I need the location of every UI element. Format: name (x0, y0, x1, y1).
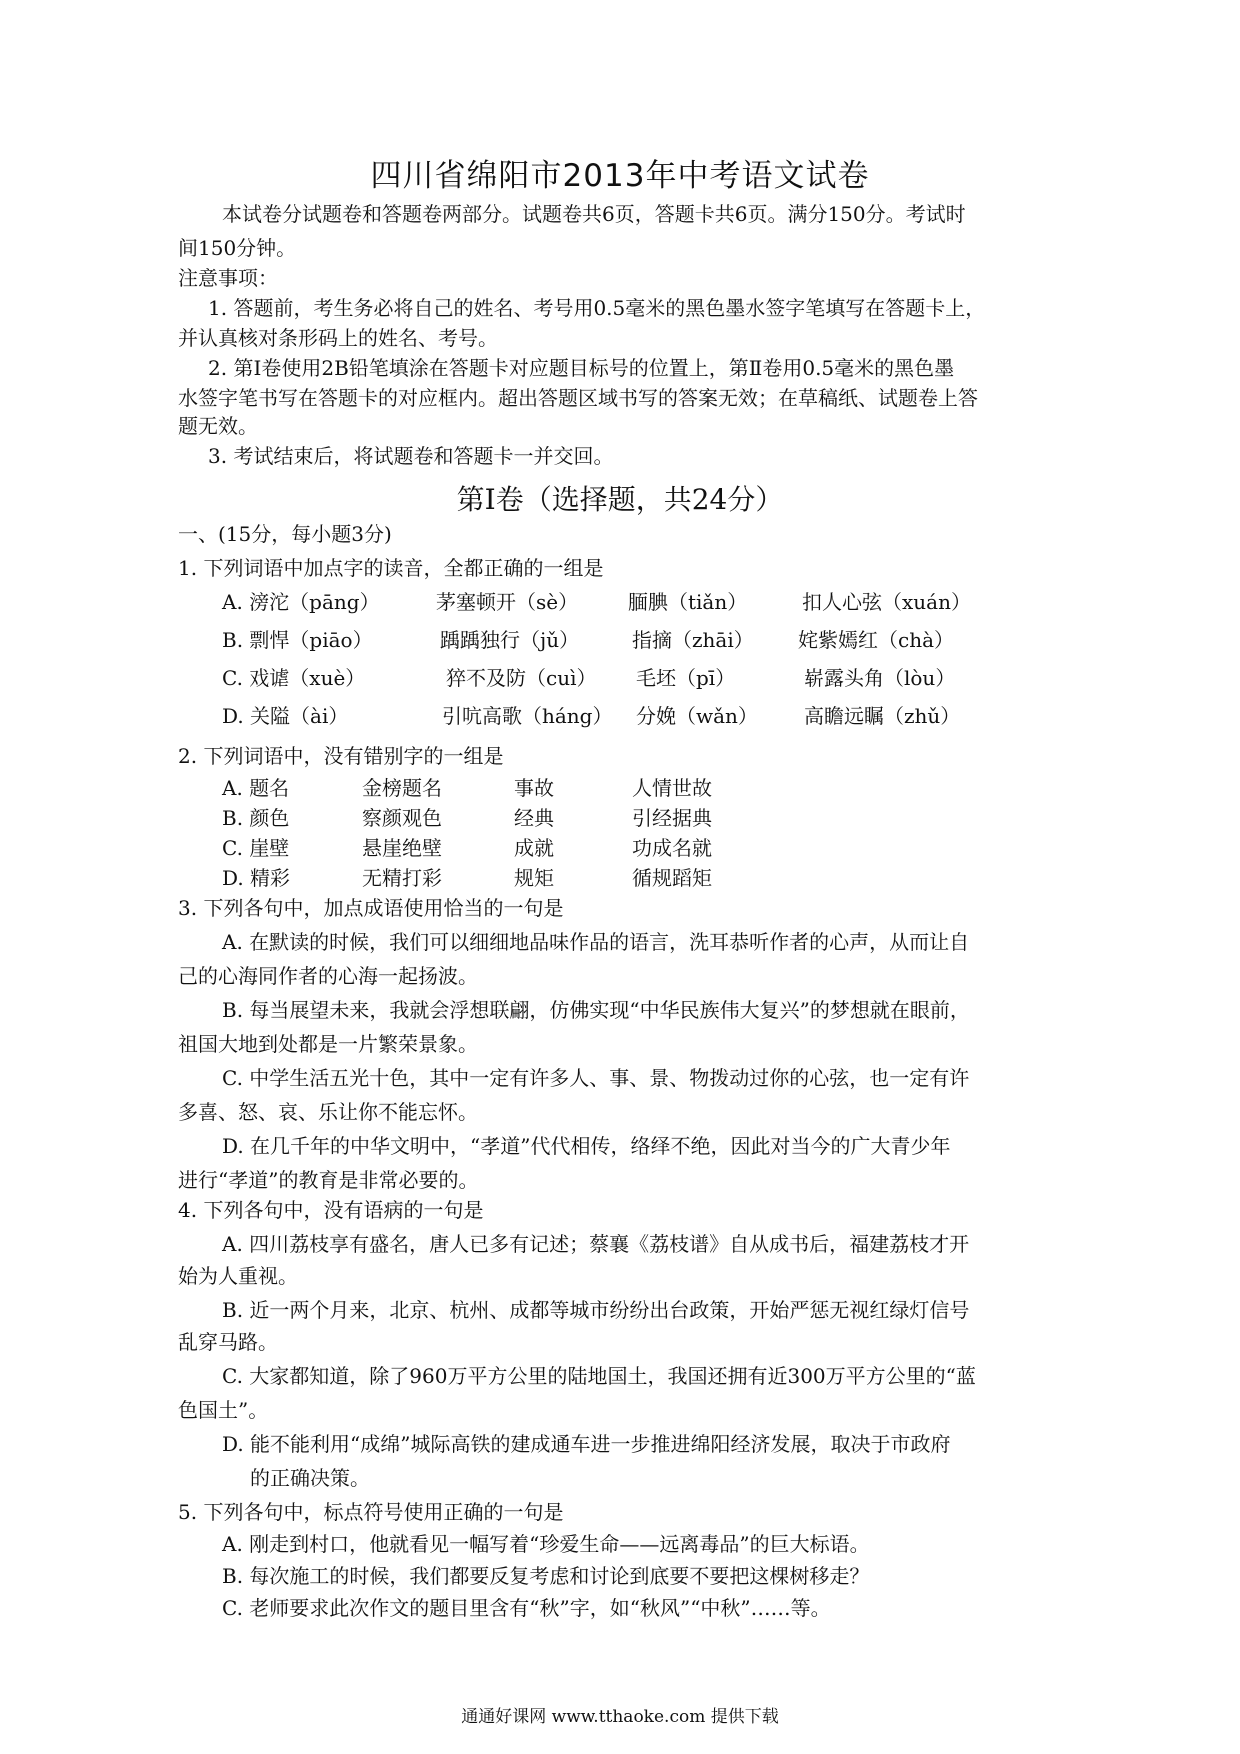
q1-option: 分娩（wǎn） (636, 704, 758, 728)
intro-line: 间150分钟。 (178, 236, 297, 260)
notice-line: 2. 第Ⅰ卷使用2B铅笔填涂在答题卡对应题目标号的位置上，第Ⅱ卷用0.5毫米的黑色墨 (208, 356, 955, 380)
q2-option: 事故 (514, 776, 554, 800)
volume-title: 第Ⅰ卷（选择题，共24分） (456, 483, 784, 516)
q2-option: B. 颜色 (222, 806, 290, 830)
question-stem: 4. 下列各句中，没有语病的一句是 (178, 1198, 484, 1222)
q2-option: D. 精彩 (222, 866, 291, 890)
question-stem: 2. 下列词语中，没有错别字的一组是 (178, 744, 504, 768)
q2-option: 循规蹈矩 (632, 866, 712, 890)
q4-line: 色国土”。 (178, 1398, 269, 1422)
q1-option: 猝不及防（cuì） (446, 666, 597, 690)
notice-line: 题无效。 (178, 414, 258, 438)
q2-option: 经典 (514, 806, 554, 830)
q2-option: C. 崖壁 (222, 836, 290, 860)
q3-line: B. 每当展望未来，我就会浮想联翩，仿佛实现“中华民族伟大复兴”的梦想就在眼前， (222, 998, 970, 1022)
q2-option: 无精打彩 (362, 866, 442, 890)
q4-line: 始为人重视。 (178, 1264, 298, 1288)
notice-heading: 注意事项： (178, 266, 278, 290)
q2-option: 引经据典 (632, 806, 712, 830)
q3-line: 己的心海同作者的心海一起扬波。 (178, 964, 478, 988)
q4-line: 的正确决策。 (250, 1466, 370, 1490)
q5-line: A. 刚走到村口，他就看见一幅写着“珍爱生命——远离毒品”的巨大标语。 (222, 1532, 870, 1556)
q1-option: A. 滂沱（pāng） (222, 590, 380, 614)
notice-line: 1. 答题前，考生务必将自己的姓名、考号用0.5毫米的黑色墨水签字笔填写在答题卡上， (208, 296, 986, 320)
q1-option: 毛坯（pī） (636, 666, 736, 690)
section-heading: 一、(15分，每小题3分) (178, 522, 392, 546)
q1-option: 姹紫嫣红（chà） (798, 628, 955, 652)
q2-option: 悬崖绝壁 (362, 836, 442, 860)
page-footer: 通通好课网 www.tthaoke.com 提供下载 (461, 1707, 779, 1727)
notice-line: 水签字笔书写在答题卡的对应框内。超出答题区域书写的答案无效；在草稿纸、试题卷上答 (178, 386, 978, 410)
q3-line: C. 中学生活五光十色，其中一定有许多人、事、景、物拨动过你的心弦，也一定有许 (222, 1066, 970, 1090)
q2-option: 成就 (514, 836, 554, 860)
q2-option: 金榜题名 (362, 776, 442, 800)
intro-line: 本试卷分试题卷和答题卷两部分。试题卷共6页，答题卡共6页。满分150分。考试时 (222, 202, 966, 226)
question-stem: 3. 下列各句中，加点成语使用恰当的一句是 (178, 896, 564, 920)
q2-option: A. 题名 (222, 776, 290, 800)
q2-option: 人情世故 (632, 776, 712, 800)
q1-option: C. 戏谑（xuè） (222, 666, 366, 690)
q4-line: 乱穿马路。 (178, 1330, 278, 1354)
q1-option: B. 剽悍（piāo） (222, 628, 373, 652)
q1-option: 引吭高歌（háng） (442, 704, 613, 728)
q1-option: 腼腆（tiǎn） (628, 590, 748, 614)
notice-line: 3. 考试结束后，将试题卷和答题卡一并交回。 (208, 444, 614, 468)
q2-option: 察颜观色 (362, 806, 442, 830)
q1-option: 高瞻远瞩（zhǔ） (804, 704, 961, 728)
notice-line: 并认真核对条形码上的姓名、考号。 (178, 326, 498, 350)
q1-option: 扣人心弦（xuán） (802, 590, 971, 614)
q1-option: 指摘（zhāi） (632, 628, 754, 652)
q3-line: D. 在几千年的中华文明中，“孝道”代代相传，络绎不绝，因此对当今的广大青少年 (222, 1134, 951, 1158)
q1-option: D. 关隘（ài） (222, 704, 349, 728)
page-title: 四川省绵阳市2013年中考语文试卷 (370, 158, 870, 194)
q3-line: A. 在默读的时候，我们可以细细地品味作品的语言，洗耳恭听作者的心声，从而让自 (222, 930, 970, 954)
question-stem: 5. 下列各句中，标点符号使用正确的一句是 (178, 1500, 564, 1524)
q4-line: A. 四川荔枝享有盛名，唐人已多有记述；蔡襄《荔枝谱》自从成书后，福建荔枝才开 (222, 1232, 970, 1256)
q1-option: 茅塞顿开（sè） (436, 590, 579, 614)
q2-option: 功成名就 (632, 836, 712, 860)
q4-line: B. 近一两个月来，北京、杭州、成都等城市纷纷出台政策，开始严惩无视红绿灯信号 (222, 1298, 970, 1322)
q5-line: B. 每次施工的时候，我们都要反复考虑和讨论到底要不要把这棵树移走？ (222, 1564, 870, 1588)
q3-line: 祖国大地到处都是一片繁荣景象。 (178, 1032, 478, 1056)
q1-option: 踽踽独行（jǔ） (440, 628, 580, 652)
question-stem: 1. 下列词语中加点字的读音，全都正确的一组是 (178, 556, 604, 580)
q5-line: C. 老师要求此次作文的题目里含有“秋”字，如“秋风”“中秋”……等。 (222, 1596, 831, 1620)
q3-line: 进行“孝道”的教育是非常必要的。 (178, 1168, 479, 1192)
q4-line: C. 大家都知道，除了960万平方公里的陆地国土，我国还拥有近300万平方公里的“蓝 (222, 1364, 976, 1388)
q3-line: 多喜、怒、哀、乐让你不能忘怀。 (178, 1100, 478, 1124)
q4-line: D. 能不能利用“成绵”城际高铁的建成通车进一步推进绵阳经济发展，取决于市政府 (222, 1432, 951, 1456)
q1-option: 崭露头角（lòu） (804, 666, 956, 690)
q2-option: 规矩 (514, 866, 554, 890)
